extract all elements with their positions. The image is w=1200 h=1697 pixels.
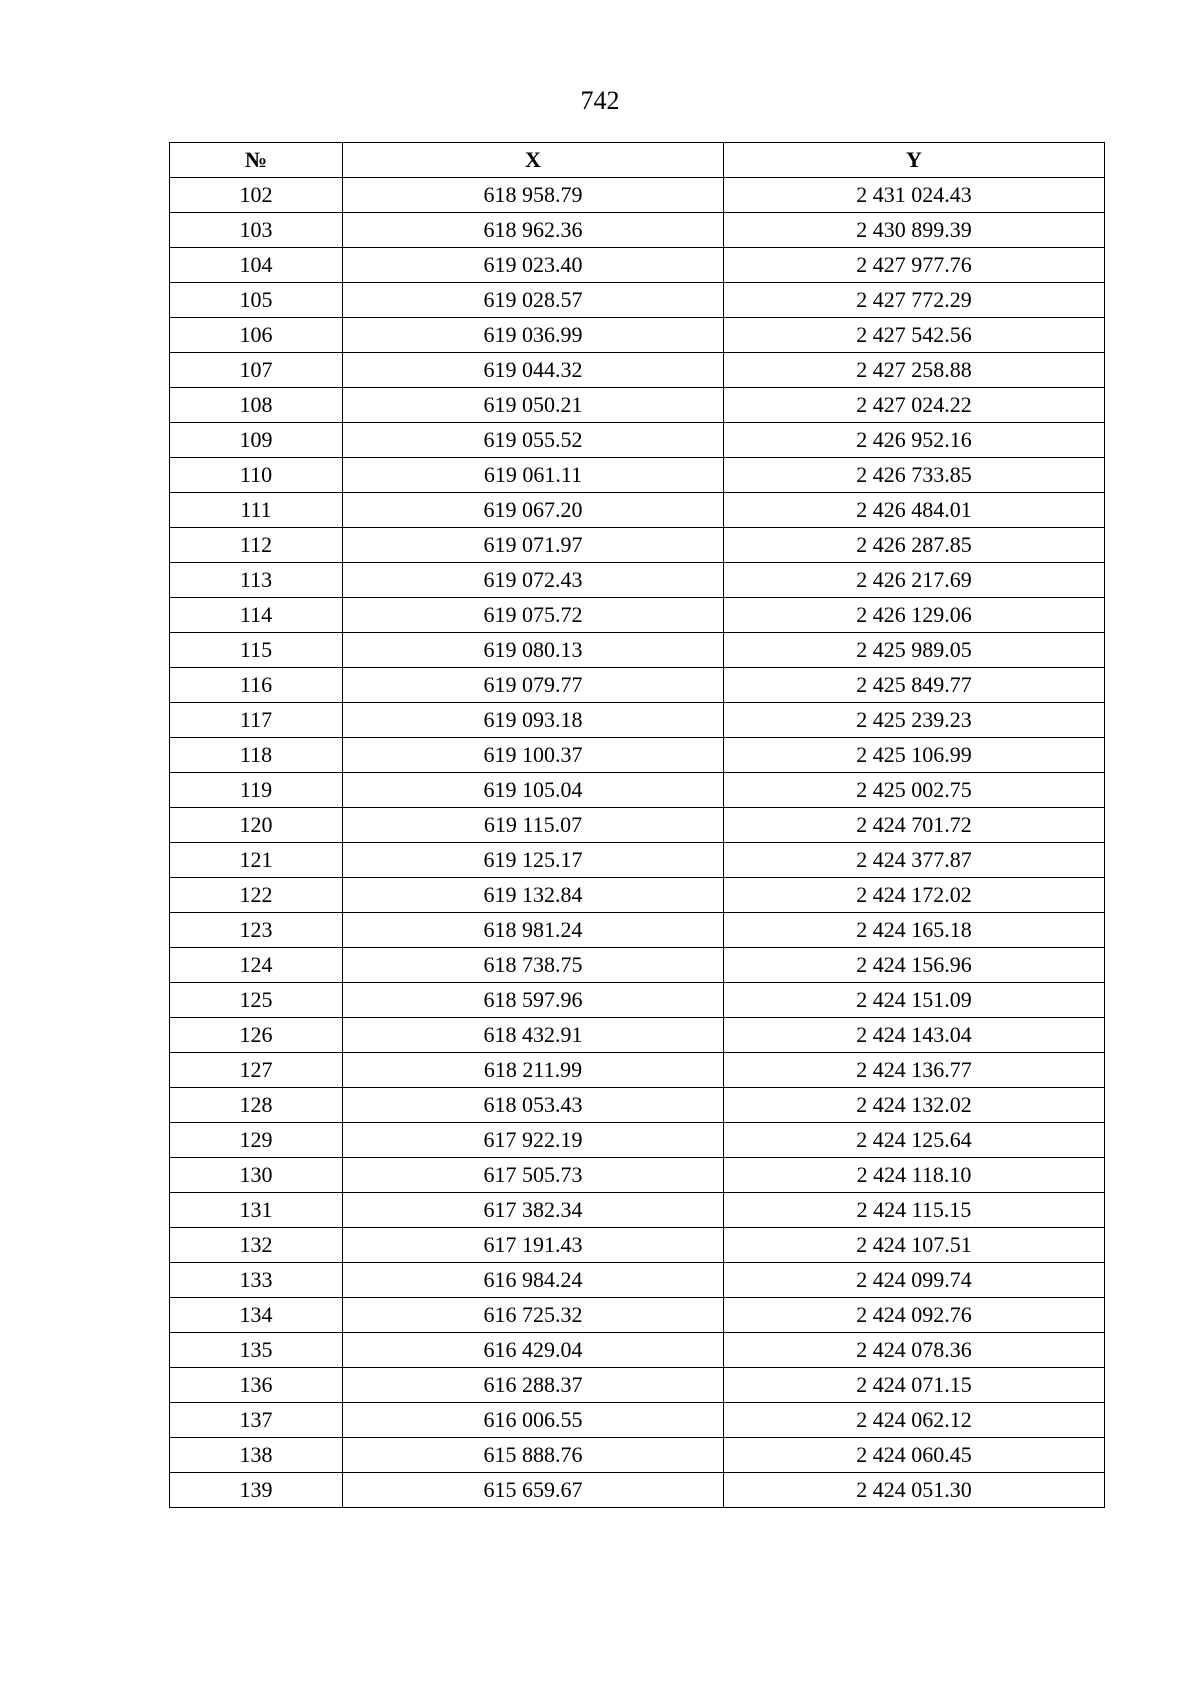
y-coordinate-cell: 2 424 151.09 [724,983,1105,1018]
table-row [170,1263,1105,1298]
table-row [170,248,1105,283]
y-coordinate-cell: 2 424 062.12 [724,1403,1105,1438]
point-number-cell: 105 [170,283,343,318]
point-number-cell: 136 [170,1368,343,1403]
x-coordinate-cell: 619 105.04 [343,773,724,808]
point-number-cell: 134 [170,1298,343,1333]
x-coordinate-cell: 617 922.19 [343,1123,724,1158]
y-coordinate-cell: 2 427 024.22 [724,388,1105,423]
y-coordinate-cell: 2 424 078.36 [724,1333,1105,1368]
y-coordinate-cell: 2 424 172.02 [724,878,1105,913]
x-coordinate-cell: 619 132.84 [343,878,724,913]
point-number-cell: 123 [170,913,343,948]
table-row [170,1438,1105,1473]
y-coordinate-cell: 2 424 156.96 [724,948,1105,983]
table-row [170,598,1105,633]
x-coordinate-cell: 615 888.76 [343,1438,724,1473]
x-coordinate-cell: 617 191.43 [343,1228,724,1263]
point-number-cell: 124 [170,948,343,983]
point-number-cell: 119 [170,773,343,808]
point-number-cell: 117 [170,703,343,738]
y-coordinate-cell: 2 424 099.74 [724,1263,1105,1298]
table-row [170,948,1105,983]
table-row [170,1088,1105,1123]
x-coordinate-cell: 617 505.73 [343,1158,724,1193]
table-row [170,1473,1105,1508]
point-number-cell: 102 [170,178,343,213]
point-number-cell: 118 [170,738,343,773]
table-row [170,283,1105,318]
x-coordinate-cell: 618 597.96 [343,983,724,1018]
point-number-cell: 121 [170,843,343,878]
table-row [170,1158,1105,1193]
table-row [170,1123,1105,1158]
y-coordinate-cell: 2 425 106.99 [724,738,1105,773]
x-coordinate-cell: 618 738.75 [343,948,724,983]
point-number-cell: 113 [170,563,343,598]
point-number-cell: 104 [170,248,343,283]
point-number-cell: 109 [170,423,343,458]
x-coordinate-cell: 619 100.37 [343,738,724,773]
column-header-number: № [170,143,343,178]
point-number-cell: 137 [170,1403,343,1438]
table-row [170,703,1105,738]
point-number-cell: 135 [170,1333,343,1368]
y-coordinate-cell: 2 426 484.01 [724,493,1105,528]
x-coordinate-cell: 619 067.20 [343,493,724,528]
point-number-cell: 130 [170,1158,343,1193]
x-coordinate-cell: 619 036.99 [343,318,724,353]
x-coordinate-cell: 616 288.37 [343,1368,724,1403]
point-number-cell: 112 [170,528,343,563]
table-row [170,913,1105,948]
table-row [170,1368,1105,1403]
table-row [170,563,1105,598]
point-number-cell: 125 [170,983,343,1018]
y-coordinate-cell: 2 424 132.02 [724,1088,1105,1123]
table-row [170,843,1105,878]
point-number-cell: 122 [170,878,343,913]
coordinates-table [169,142,1105,1508]
y-coordinate-cell: 2 427 772.29 [724,283,1105,318]
y-coordinate-cell: 2 424 107.51 [724,1228,1105,1263]
table-row [170,1333,1105,1368]
point-number-cell: 111 [170,493,343,528]
x-coordinate-cell: 619 080.13 [343,633,724,668]
table-row [170,1298,1105,1333]
x-coordinate-cell: 619 044.32 [343,353,724,388]
point-number-cell: 108 [170,388,343,423]
table-row [170,423,1105,458]
table-row [170,388,1105,423]
y-coordinate-cell: 2 426 129.06 [724,598,1105,633]
y-coordinate-cell: 2 424 377.87 [724,843,1105,878]
x-coordinate-cell: 618 962.36 [343,213,724,248]
x-coordinate-cell: 619 079.77 [343,668,724,703]
x-coordinate-cell: 618 053.43 [343,1088,724,1123]
point-number-cell: 133 [170,1263,343,1298]
table-row [170,1018,1105,1053]
point-number-cell: 115 [170,633,343,668]
table-row [170,178,1105,213]
table-row [170,878,1105,913]
table-row [170,773,1105,808]
table-row [170,1193,1105,1228]
x-coordinate-cell: 615 659.67 [343,1473,724,1508]
table-row [170,983,1105,1018]
page-number: 742 [580,86,620,115]
y-coordinate-cell: 2 424 165.18 [724,913,1105,948]
table-row [170,1228,1105,1263]
table-row [170,668,1105,703]
point-number-cell: 127 [170,1053,343,1088]
table-row [170,213,1105,248]
x-coordinate-cell: 619 061.11 [343,458,724,493]
point-number-cell: 110 [170,458,343,493]
x-coordinate-cell: 619 115.07 [343,808,724,843]
x-coordinate-cell: 616 725.32 [343,1298,724,1333]
point-number-cell: 139 [170,1473,343,1508]
y-coordinate-cell: 2 424 143.04 [724,1018,1105,1053]
point-number-cell: 116 [170,668,343,703]
point-number-cell: 103 [170,213,343,248]
table-row [170,318,1105,353]
y-coordinate-cell: 2 427 258.88 [724,353,1105,388]
x-coordinate-cell: 616 006.55 [343,1403,724,1438]
y-coordinate-cell: 2 424 051.30 [724,1473,1105,1508]
x-coordinate-cell: 619 023.40 [343,248,724,283]
y-coordinate-cell: 2 424 115.15 [724,1193,1105,1228]
point-number-cell: 138 [170,1438,343,1473]
point-number-cell: 106 [170,318,343,353]
x-coordinate-cell: 619 093.18 [343,703,724,738]
table-row [170,528,1105,563]
y-coordinate-cell: 2 424 125.64 [724,1123,1105,1158]
y-coordinate-cell: 2 424 118.10 [724,1158,1105,1193]
x-coordinate-cell: 619 072.43 [343,563,724,598]
point-number-cell: 126 [170,1018,343,1053]
table-row [170,458,1105,493]
point-number-cell: 132 [170,1228,343,1263]
table-row [170,493,1105,528]
y-coordinate-cell: 2 426 952.16 [724,423,1105,458]
y-coordinate-cell: 2 425 989.05 [724,633,1105,668]
table-row [170,808,1105,843]
x-coordinate-cell: 618 958.79 [343,178,724,213]
x-coordinate-cell: 619 050.21 [343,388,724,423]
x-coordinate-cell: 616 984.24 [343,1263,724,1298]
table-row [170,353,1105,388]
y-coordinate-cell: 2 426 217.69 [724,563,1105,598]
y-coordinate-cell: 2 426 733.85 [724,458,1105,493]
x-coordinate-cell: 617 382.34 [343,1193,724,1228]
table-body [170,178,1105,1508]
x-coordinate-cell: 619 075.72 [343,598,724,633]
y-coordinate-cell: 2 424 071.15 [724,1368,1105,1403]
y-coordinate-cell: 2 424 092.76 [724,1298,1105,1333]
point-number-cell: 107 [170,353,343,388]
x-coordinate-cell: 619 055.52 [343,423,724,458]
point-number-cell: 120 [170,808,343,843]
y-coordinate-cell: 2 425 239.23 [724,703,1105,738]
x-coordinate-cell: 619 125.17 [343,843,724,878]
y-coordinate-cell: 2 425 849.77 [724,668,1105,703]
y-coordinate-cell: 2 427 542.56 [724,318,1105,353]
y-coordinate-cell: 2 424 136.77 [724,1053,1105,1088]
x-coordinate-cell: 618 432.91 [343,1018,724,1053]
y-coordinate-cell: 2 424 701.72 [724,808,1105,843]
table-row [170,738,1105,773]
x-coordinate-cell: 618 211.99 [343,1053,724,1088]
point-number-cell: 128 [170,1088,343,1123]
x-coordinate-cell: 619 028.57 [343,283,724,318]
x-coordinate-cell: 618 981.24 [343,913,724,948]
table-header-row [170,143,1105,178]
column-header-y: Y [724,143,1105,178]
column-header-x: X [343,143,724,178]
x-coordinate-cell: 616 429.04 [343,1333,724,1368]
y-coordinate-cell: 2 424 060.45 [724,1438,1105,1473]
x-coordinate-cell: 619 071.97 [343,528,724,563]
y-coordinate-cell: 2 426 287.85 [724,528,1105,563]
y-coordinate-cell: 2 427 977.76 [724,248,1105,283]
y-coordinate-cell: 2 430 899.39 [724,213,1105,248]
point-number-cell: 131 [170,1193,343,1228]
y-coordinate-cell: 2 431 024.43 [724,178,1105,213]
table-row [170,633,1105,668]
point-number-cell: 129 [170,1123,343,1158]
point-number-cell: 114 [170,598,343,633]
table-row [170,1403,1105,1438]
table-row [170,1053,1105,1088]
y-coordinate-cell: 2 425 002.75 [724,773,1105,808]
